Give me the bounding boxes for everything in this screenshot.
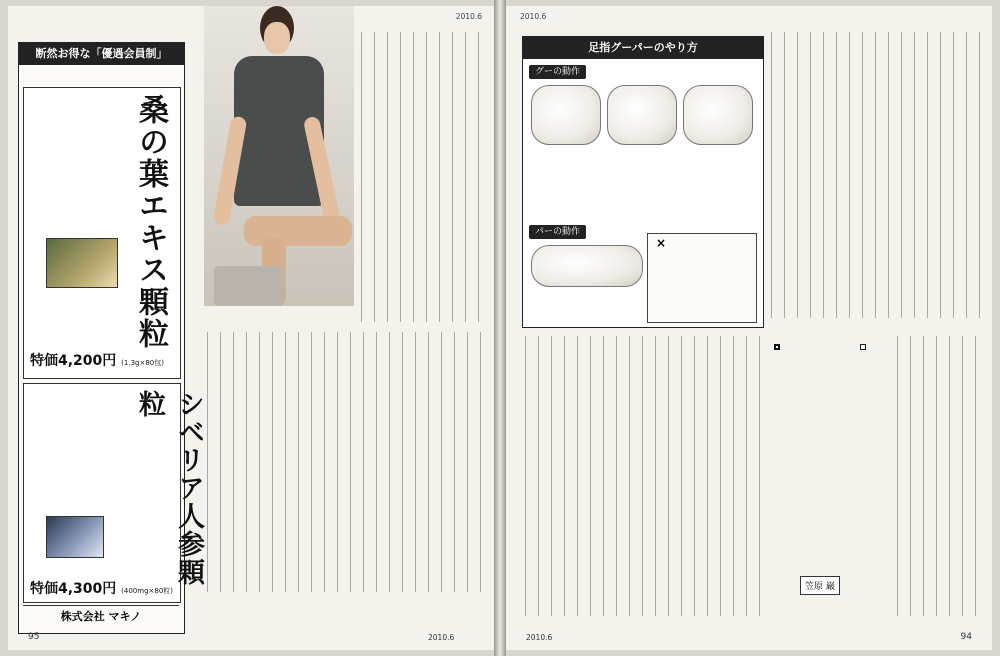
- hand-foot-illustration: [531, 85, 601, 145]
- article-body-text: [358, 32, 488, 322]
- issue-date: 2010.6: [428, 633, 455, 642]
- product-copy: [34, 390, 120, 510]
- text-lines: [894, 336, 986, 616]
- product-package-image: [46, 516, 104, 558]
- page-gutter: [494, 0, 506, 656]
- article-body-text: [522, 336, 762, 616]
- article-body-text: [204, 332, 488, 592]
- product-copy: [34, 94, 120, 224]
- advertisement-column: [18, 42, 204, 634]
- article-body-text: [768, 32, 986, 318]
- text-lines: [768, 32, 986, 318]
- product-card-siberian-ginseng: [23, 383, 204, 603]
- product-name: シベリア人参顆粒: [134, 390, 204, 586]
- text-lines: [358, 32, 488, 322]
- issue-date: 2010.6: [526, 633, 553, 642]
- wrong-mark: ×: [656, 236, 667, 250]
- header-date: 2010.6: [455, 12, 482, 21]
- hand-foot-illustration: [683, 85, 753, 145]
- text-lines: [204, 332, 488, 592]
- ad-title: 断然お得な「優遇会員制」: [19, 43, 184, 65]
- page-number: 95: [28, 632, 40, 642]
- article-body-text: [894, 336, 986, 616]
- par-warning-box: [647, 233, 757, 323]
- hand-foot-illustration: [607, 85, 677, 145]
- photo-leg: [244, 216, 352, 246]
- right-page: [506, 6, 992, 650]
- company-name: 株式会社 マキノ: [23, 605, 179, 624]
- article-headline: [768, 336, 888, 616]
- header-date: 2010.6: [520, 12, 547, 21]
- product-price: 特価4,200円 (1.3g×80包): [30, 353, 164, 369]
- left-page: [8, 6, 494, 650]
- howto-illustration-box: [522, 36, 764, 328]
- hand-foot-illustration: [531, 245, 643, 287]
- product-card-mulberry: [23, 87, 181, 379]
- product-name: 桑の葉エキス顆粒: [133, 94, 168, 350]
- product-price: 特価4,300円 (400mg×80粒): [30, 581, 174, 597]
- photo-face: [264, 22, 290, 54]
- headline-line: [774, 344, 780, 350]
- page-number: 94: [960, 632, 972, 642]
- product-package-image: [46, 238, 118, 288]
- howto-title: 足指グーパーのやり方: [523, 37, 763, 59]
- exercise-photo: [204, 6, 354, 306]
- text-lines: [522, 336, 762, 616]
- goo-section-label: グーの動作: [529, 65, 586, 79]
- author-name: 笠原 巌: [800, 576, 840, 595]
- par-section-label: パーの動作: [529, 225, 586, 239]
- photo-stool: [214, 266, 284, 306]
- headline-kicker: [860, 344, 866, 350]
